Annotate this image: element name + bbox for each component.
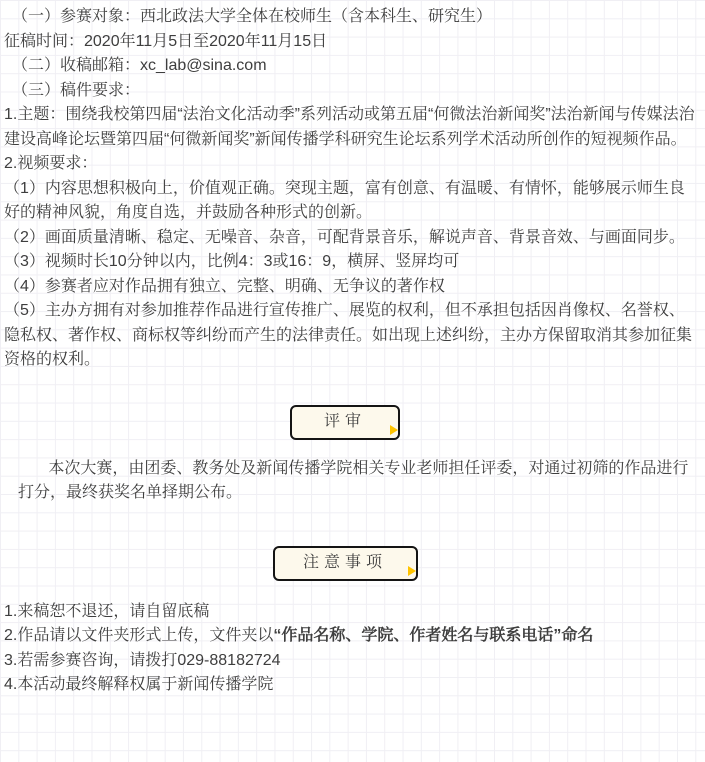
notes-button-row: [0, 546, 690, 581]
note-item-4: 4.本活动最终解释权属于新闻传播学院: [4, 676, 274, 693]
line-deadline: 征稿时间：2020年11月5日至2020年11月15日: [4, 32, 328, 50]
note-item-1: 1.来稿恕不退还，请自留底稿: [4, 602, 210, 620]
notes-button-label: 注意事项: [302, 553, 387, 571]
req-item-2: （2）画面质量清晰、稳定、无噪音、杂音，可配背景音乐，解说声音、背景音效、与画面同步。: [4, 228, 685, 246]
review-button[interactable]: [290, 405, 400, 440]
req-item-5: （5）主办方拥有对参加推荐作品进行宣传推广、展览的权利，但不承担包括因肖像权、名誉权、隐私权、著作权、商标权等纠纷而产生的法律责任。如出现上述纠纷，主办方保留取消其参加征集资格的权利。: [4, 302, 693, 368]
note-item-2-prefix: 2.作品请以文件夹形式上传，文件夹以: [4, 627, 274, 644]
review-button-label: 评审: [323, 412, 366, 430]
req-video-heading: 2.视频要求：: [4, 155, 98, 172]
note-item-2: [4, 624, 698, 649]
note-item-2-bold: “作品名称、学院、作者姓名与联系电话”命名: [273, 627, 594, 644]
notes-list: [0, 600, 705, 698]
play-marker-icon: [408, 566, 416, 576]
req-item-1: （1）内容思想积极向上，价值观正确。突现主题，富有创意、有温暖、有情怀，能够展示师生良好的精神风貌，角度自选，并鼓励各种形式的创新。: [4, 179, 685, 221]
note-item-3: 3.若需参赛咨询，请拨打029-88182724: [4, 651, 281, 669]
notes-button[interactable]: [273, 546, 418, 581]
req-item-4: （4）参赛者应对作品拥有独立、完整、明确、无争议的著作权: [4, 277, 445, 295]
review-paragraph: 本次大赛，由团委、教务处及新闻传播学院相关专业老师担任评委，对通过初筛的作品进行打分，最终获奖名单择期公布。: [18, 459, 689, 501]
line-email: （二）收稿邮箱：xc_lab@sina.com: [12, 57, 267, 74]
body-text-block: [0, 0, 705, 373]
req-item-3: （3）视频时长10分钟以内，比例4：3或16：9，横屏、竖屏均可: [4, 253, 460, 270]
play-marker-icon: [390, 425, 398, 435]
line-requirements-heading: （三）稿件要求：: [12, 81, 141, 99]
line-participants: （一）参赛对象：西北政法大学全体在校师生（含本科生、研究生）: [12, 8, 493, 25]
req-theme: 1.主题：围绕我校第四届“法治文化活动季”系列活动或第五届“何微法治新闻奖”法治新闻与传媒法治建设高峰论坛暨第四届“何微新闻奖”新闻传播学科研究生论坛系列学术活动所创作的短视频作品。: [4, 106, 695, 148]
review-button-row: [0, 405, 690, 440]
